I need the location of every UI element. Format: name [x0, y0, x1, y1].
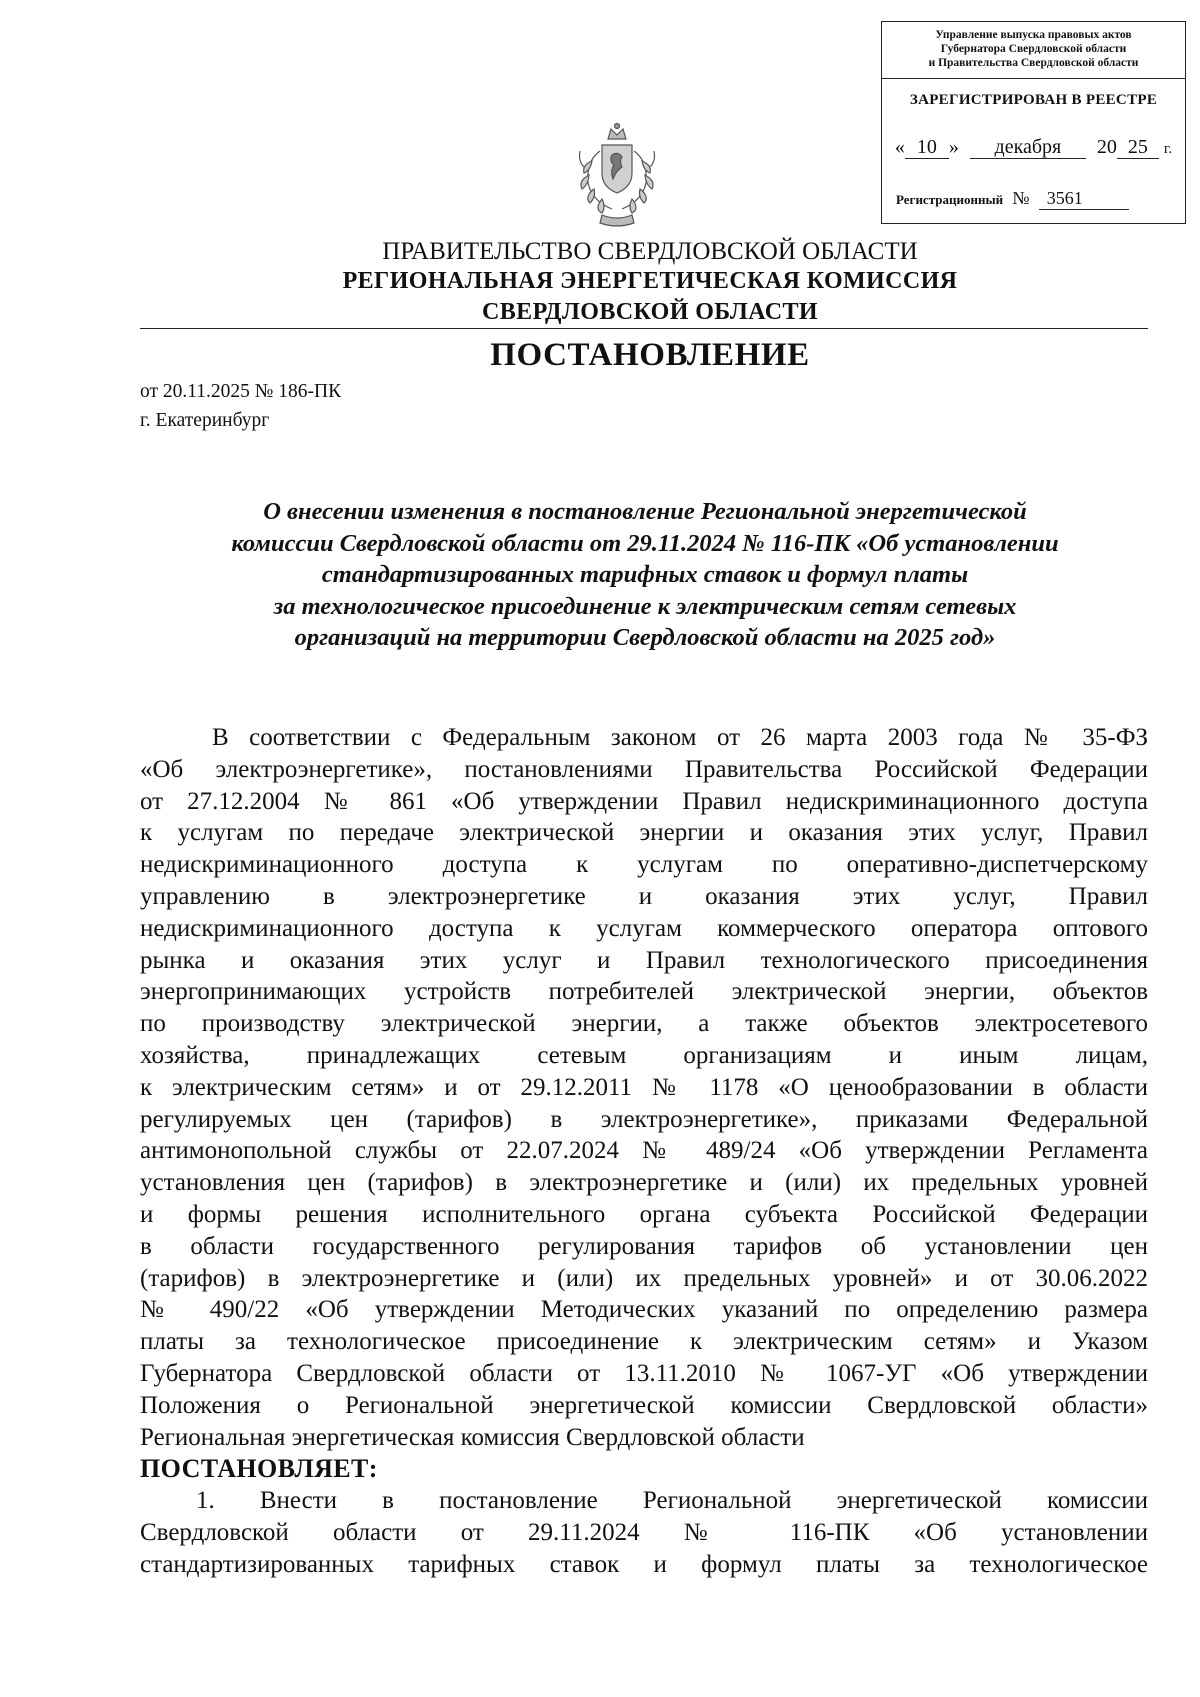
stamp-month: декабря: [970, 136, 1086, 159]
body-line: в области государственного регулирования тарифов об установлении цен: [140, 1232, 1148, 1260]
stamp-reg-label: Регистрационный: [896, 192, 1004, 207]
stamp-registration-number: [896, 188, 1129, 210]
body-line: Региональная энергетическая комиссия Свердловской области: [140, 1423, 805, 1451]
stamp-day: 10: [905, 136, 949, 159]
stamp-date: « 10 » декабря 20 25 г.: [894, 136, 1173, 158]
stamp-year-mark: г.: [1163, 141, 1173, 157]
subject-line: О внесении изменения в постановление Региональной энергетической: [263, 498, 1027, 525]
body-line: (тарифов) в электроэнергетике и (или) их предельных уровней» и от 30.06.2022: [140, 1264, 1148, 1292]
body-line: Губернатора Свердловской области от 13.11.2010 № 1067-УГ «Об утверждении: [140, 1359, 1148, 1387]
subject-line: комиссии Свердловской области от 29.11.2024 № 116-ПК «Об установлении: [231, 529, 1059, 557]
document-city: г. Екатеринбург: [140, 410, 270, 431]
header-divider: [140, 328, 1148, 329]
stamp-year-prefix: 20: [1096, 136, 1117, 158]
commission-name-line2: СВЕРДЛОВСКОЙ ОБЛАСТИ: [482, 299, 818, 325]
subject-line: стандартизированных тарифных ставок и формул платы: [321, 561, 969, 588]
body-line: 1. Внести в постановление Региональной энергетической комиссии: [196, 1487, 1148, 1515]
body-line: В соответствии с Федеральным законом от 26 марта 2003 года № 35-ФЗ: [212, 724, 1148, 751]
body-line: к услугам по передаче электрической энергии и оказания этих услуг, Правил: [140, 819, 1148, 847]
stamp-reg-number: 3561: [1039, 188, 1129, 210]
stamp-reg-sign: №: [1012, 188, 1030, 208]
body-line: Положения о Региональной энергетической комиссии Свердловской области»: [140, 1391, 1148, 1419]
document-body: [140, 722, 1148, 1581]
body-line: от 27.12.2004 № 861 «Об утверждении Правил недискриминационного доступа: [140, 787, 1148, 815]
body-line: хозяйства, принадлежащих сетевым организациям и иным лицам,: [140, 1041, 1148, 1069]
body-line: установления цен (тарифов) в электроэнергетике и (или) их предельных уровней: [140, 1169, 1148, 1197]
body-line: «Об электроэнергетике», постановлениями Правительства Российской Федерации: [140, 755, 1148, 783]
document-subject: [140, 496, 1150, 654]
stamp-header: [882, 22, 1185, 79]
commission-name-line1: РЕГИОНАЛЬНАЯ ЭНЕРГЕТИЧЕСКАЯ КОМИССИЯ: [342, 268, 958, 294]
body-line: и формы решения исполнительного органа субъекта Российской Федерации: [140, 1200, 1148, 1228]
document-date-number: от 20.11.2025 № 186-ПК: [140, 381, 342, 402]
subject-line: за технологическое присоединение к электрическим сетям сетевых: [273, 592, 1017, 620]
body-line: стандартизированных тарифных ставок и формул платы за технологическое: [140, 1550, 1148, 1578]
body-line: управлению в электроэнергетике и оказания этих услуг, Правил: [140, 882, 1148, 910]
stamp-registered-title: ЗАРЕГИСТРИРОВАН В РЕЕСТРЕ: [909, 92, 1158, 108]
body-line: Свердловской области от 29.11.2024 № 116-ПК «Об установлении: [140, 1518, 1148, 1546]
government-name: ПРАВИТЕЛЬСТВО СВЕРДЛОВСКОЙ ОБЛАСТИ: [382, 238, 918, 265]
body-line: регулируемых цен (тарифов) в электроэнергетике», приказами Федеральной: [140, 1105, 1148, 1133]
stamp-org-line: Управление выпуска правовых актов: [935, 29, 1132, 41]
body-line: энергопринимающих устройств потребителей электрической энергии, объектов: [140, 978, 1148, 1006]
body-line: по производству электрической энергии, а также объектов электросетевого: [140, 1010, 1148, 1038]
registration-stamp: [881, 21, 1186, 224]
body-line: недискриминационного доступа к услугам по оперативно-диспетчерскому: [140, 851, 1148, 879]
stamp-year-suffix: 25: [1117, 136, 1159, 159]
coat-of-arms-icon: [572, 121, 662, 231]
body-line: № 490/22 «Об утверждении Методических указаний по определению размера: [140, 1296, 1148, 1324]
subject-line: организаций на территории Свердловской области на 2025 год»: [294, 624, 996, 651]
body-line: недискриминационного доступа к услугам коммерческого оператора оптового: [140, 914, 1148, 942]
stamp-org-line: Губернатора Свердловской области: [940, 43, 1127, 55]
body-line: рынка и оказания этих услуг и Правил технологического присоединения: [140, 946, 1148, 974]
stamp-org-line: и Правительства Свердловской области: [928, 57, 1139, 69]
resolves-heading: ПОСТАНОВЛЯЕТ:: [140, 1454, 378, 1484]
document-type-title: ПОСТАНОВЛЕНИЕ: [490, 337, 810, 373]
body-line: антимонопольной службы от 22.07.2024 № 489/24 «Об утверждении Регламента: [140, 1137, 1148, 1165]
body-line: к электрическим сетям» и от 29.12.2011 № 1178 «О ценообразовании в области: [140, 1073, 1148, 1101]
body-line: платы за технологическое присоединение к электрическим сетям» и Указом: [140, 1328, 1148, 1356]
